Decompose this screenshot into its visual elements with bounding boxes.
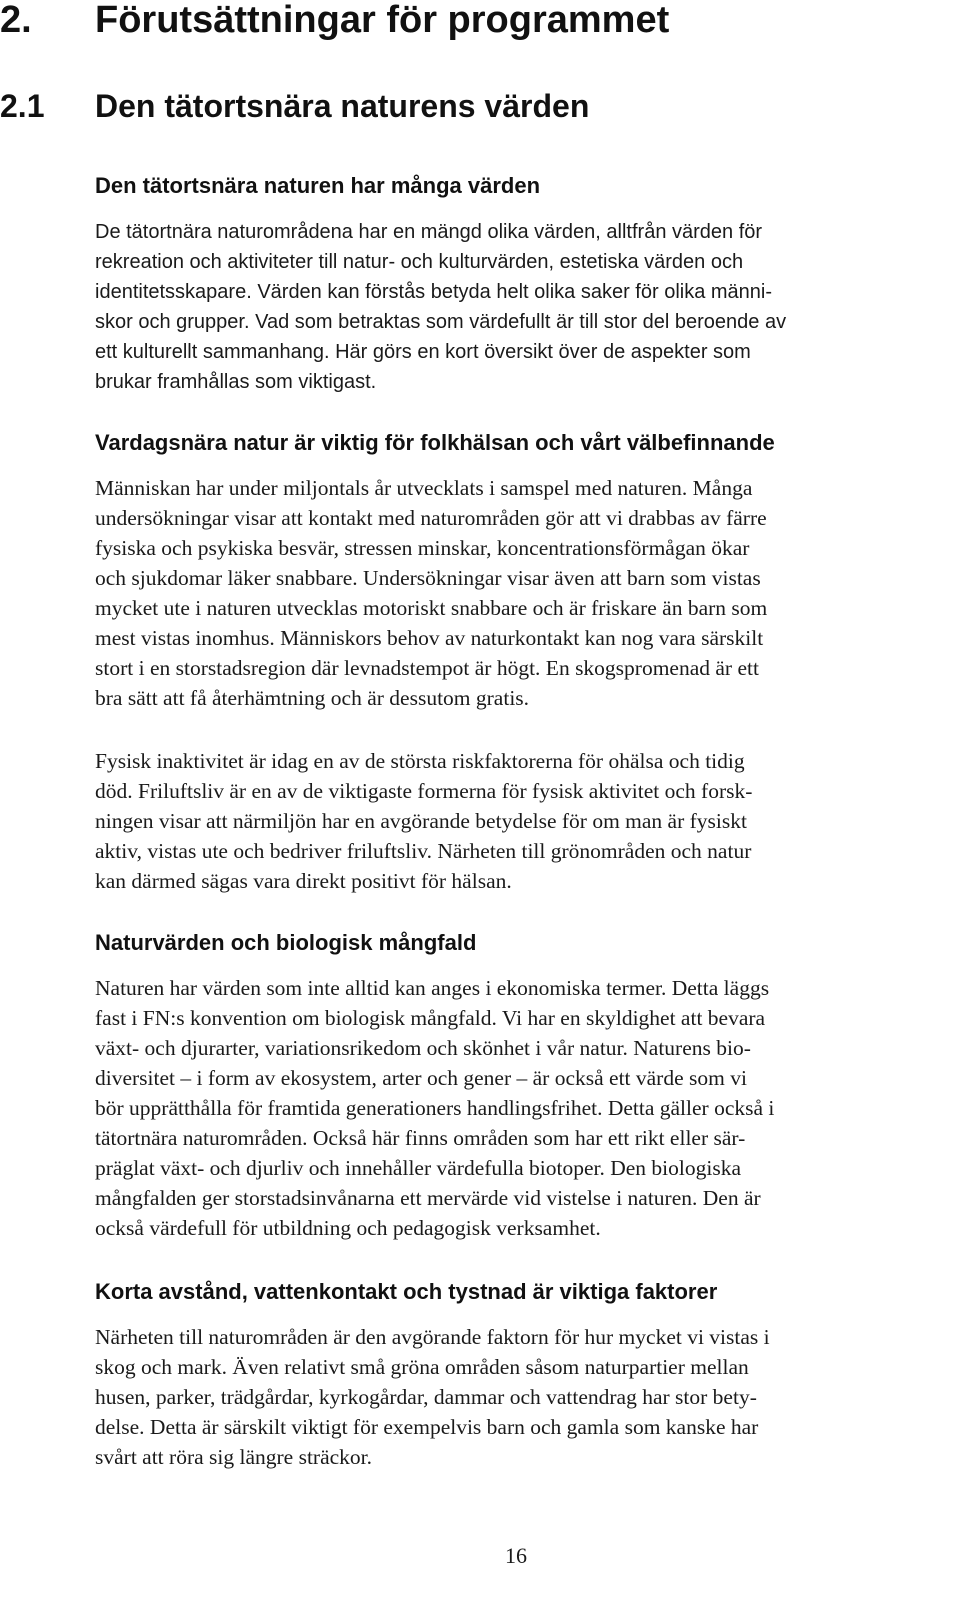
text-line: aktiv, vistas ute och bedriver friluftsliv. Närheten till grönområden och natur [95,839,752,863]
paragraph [95,1322,955,1472]
text-line: Människan har under miljontals år utvecklats i samspel med naturen. Många [95,476,753,500]
text-line: och sjukdomar läker snabbare. Undersökningar visar även att barn som vistas [95,566,761,590]
subsection-heading: Naturvärden och biologisk mångfald [95,930,477,955]
text-line: ningen visar att närmiljön har en avgörande betydelse för om man är fysiskt [95,809,747,833]
section-title: Den tätortsnära naturens värden [95,88,590,124]
subsection-heading: Korta avstånd, vattenkontakt och tystnad är viktiga faktorer [95,1279,718,1304]
section-number: 2.1 [0,88,45,124]
text-line: skog och mark. Även relativt små gröna områden såsom naturpartier mellan [95,1355,749,1379]
paragraph [95,217,955,397]
paragraph [95,746,955,896]
text-line: Närheten till naturområden är den avgörande faktorn för hur mycket vi vistas i [95,1325,770,1349]
text-line: rekreation och aktiviteter till natur- och kulturvärden, estetiska värden och [95,251,744,273]
text-line: mångfalden ger storstadsinvånarna ett mervärde vid vistelse i naturen. Den är [95,1186,761,1210]
chapter-number: 2. [0,0,32,41]
text-line: delse. Detta är särskilt viktigt för exempelvis barn och gamla som kanske har [95,1415,759,1439]
page-number: 16 [505,1543,527,1568]
text-line: skor och grupper. Vad som betraktas som värdefullt är till stor del beroende av [95,311,787,333]
text-line: De tätortnära naturområdena har en mängd olika värden, alltfrån värden för [95,221,763,243]
text-line: stort i en storstadsregion där levnadstempot är högt. En skogspromenad är ett [95,656,759,680]
text-line: bra sätt att få återhämtning och är dessutom gratis. [95,686,530,710]
section-heading [0,88,960,124]
text-line: brukar framhållas som viktigast. [95,371,377,393]
text-line: svårt att röra sig längre sträckor. [95,1445,373,1469]
text-line: också värdefull för utbildning och pedagogisk verksamhet. [95,1216,601,1240]
text-line: ett kulturellt sammanhang. Här görs en kort översikt över de aspekter som [95,341,751,363]
paragraph [95,473,955,713]
text-line: fast i FN:s konvention om biologisk mångfald. Vi har en skyldighet att bevara [95,1006,766,1030]
text-line: fysiska och psykiska besvär, stressen minskar, koncentrationsförmågan ökar [95,536,750,560]
text-line: husen, parker, trädgårdar, kyrkogårdar, dammar och vattendrag har stor bety- [95,1385,757,1409]
text-line: växt- och djurarter, variationsrikedom och skönhet i vår natur. Naturens bio- [95,1036,751,1060]
text-line: präglat växt- och djurliv och innehåller värdefulla biotoper. Den biologiska [95,1156,741,1180]
text-line: diversitet – i form av ekosystem, arter och gener – är också ett värde som vi [95,1066,747,1090]
text-line: kan därmed sägas vara direkt positivt för hälsan. [95,869,512,893]
text-line: mycket ute i naturen utvecklas motoriskt snabbare och är friskare än barn som [95,596,768,620]
text-line: identitetsskapare. Värden kan förstås betyda helt olika saker för olika männi- [95,281,773,303]
subsection-heading: Den tätortsnära naturen har många värden [95,173,541,198]
paragraph [95,973,955,1243]
text-line: Fysisk inaktivitet är idag en av de största riskfaktorerna för ohälsa och tidig [95,749,745,773]
text-line: mest vistas inomhus. Människors behov av naturkontakt kan nog vara särskilt [95,626,764,650]
text-line: tätortnära naturområden. Också här finns områden som har ett rikt eller sär- [95,1126,746,1150]
text-line: Naturen har värden som inte alltid kan anges i ekonomiska termer. Detta läggs [95,976,770,1000]
text-line: död. Friluftsliv är en av de viktigaste formerna för fysisk aktivitet och forsk- [95,779,753,803]
subsection-heading: Vardagsnära natur är viktig för folkhälsan och vårt välbefinnande [95,430,775,455]
chapter-title: Förutsättningar för programmet [95,0,670,41]
text-line: undersökningar visar att kontakt med naturområden gör att vi drabbas av färre [95,506,767,530]
chapter-heading [0,0,960,40]
text-line: bör upprätthålla för framtida generationers handlingsfrihet. Detta gäller också i [95,1096,775,1120]
